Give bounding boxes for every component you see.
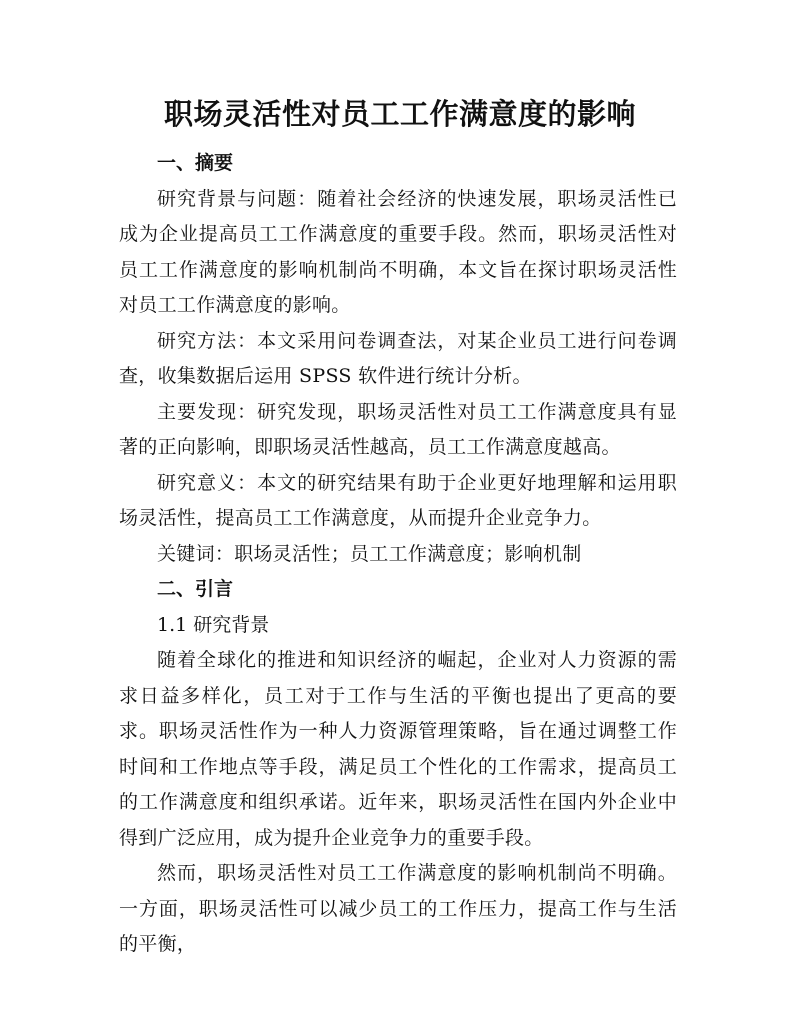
introduction-paragraph: 随着全球化的推进和知识经济的崛起，企业对人力资源的需求日益多样化，员工对于工作与生活的平衡也提出了更高的要求。职场灵活性作为一种人力资源管理策略，旨在通过调整工作时间和工作地点等手段，满足员工个性化的工作需求，提高员工的工作满意度和组织承诺。近年来，职场灵活性在国内外企业中得到广泛应用，成为提升企业竞争力的重要手段。 xyxy=(119,649,677,849)
document-title: 职场灵活性对员工工作满意度的影响 xyxy=(163,97,636,131)
section-heading-abstract: 一、摘要 xyxy=(157,152,234,174)
abstract-findings-paragraph: 主要发现：研究发现，职场灵活性对员工工作满意度具有显著的正向影响，即职场灵活性越高，员工工作满意度越高。 xyxy=(119,400,677,458)
abstract-method-paragraph: 研究方法：本文采用问卷调查法，对某企业员工进行问卷调查，收集数据后运用 SPSS 软件进行统计分析。 xyxy=(119,329,677,387)
section-heading-introduction: 二、引言 xyxy=(157,578,234,600)
abstract-background-paragraph: 研究背景与问题：随着社会经济的快速发展，职场灵活性已成为企业提高员工工作满意度的重要手段。然而，职场灵活性对员工工作满意度的影响机制尚不明确，本文旨在探讨职场灵活性对员工工作满意度的影响。 xyxy=(119,187,677,316)
keywords-line: 关键词：职场灵活性；员工工作满意度；影响机制 xyxy=(157,542,582,565)
introduction-paragraph: 然而，职场灵活性对员工工作满意度的影响机制尚不明确。一方面，职场灵活性可以减少员工的工作压力，提高工作与生活的平衡， xyxy=(119,862,677,955)
abstract-significance-paragraph: 研究意义：本文的研究结果有助于企业更好地理解和运用职场灵活性，提高员工工作满意度，从而提升企业竞争力。 xyxy=(119,471,677,529)
subsection-heading-background: 1.1 研究背景 xyxy=(157,613,270,636)
document-body xyxy=(119,146,677,963)
